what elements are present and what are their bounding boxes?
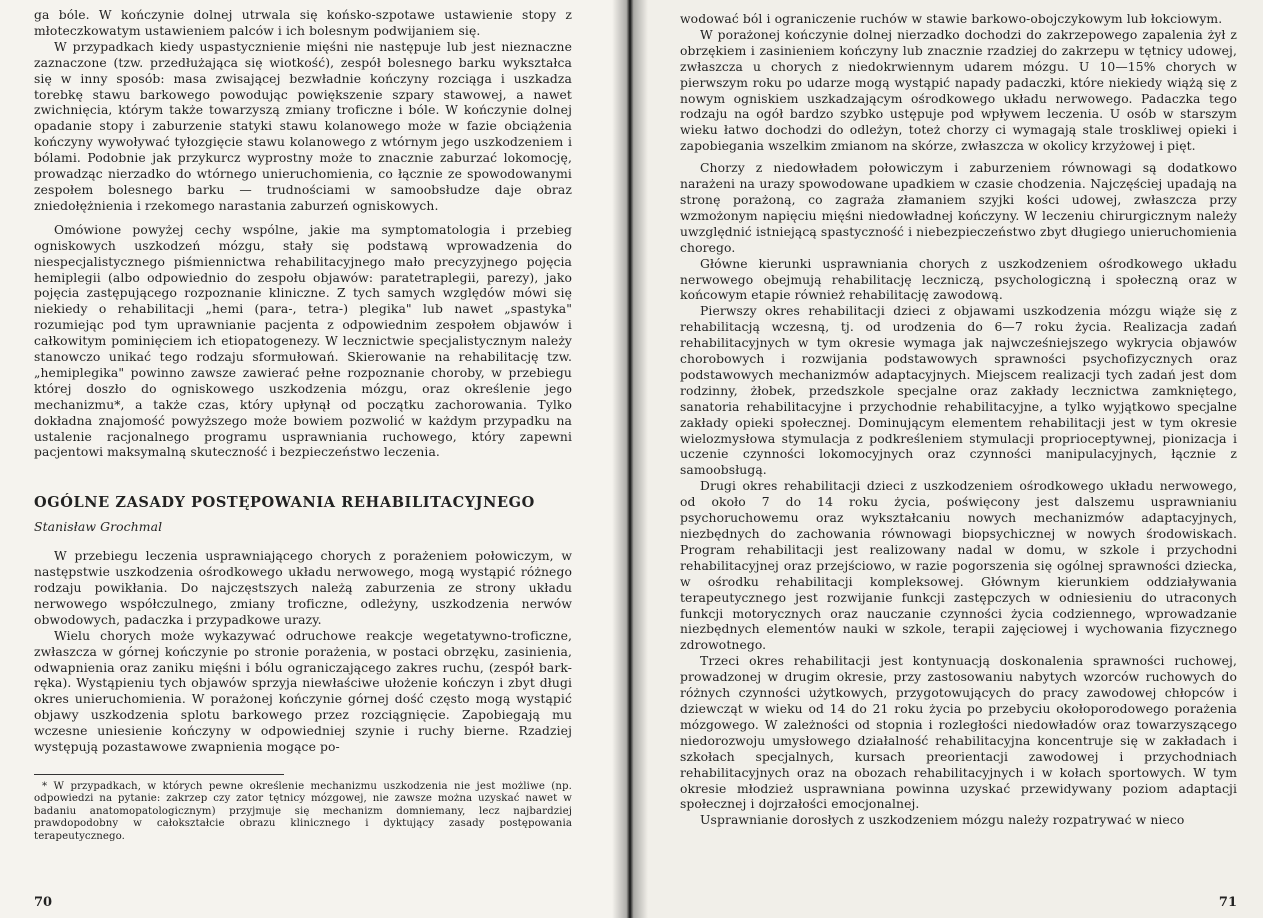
paragraph: Pierwszy okres rehabilitacji dzieci z objawami uszkodzenia mózgu wiąże się z rehabilitacją wczesną, tj. od urodzenia do 6—7 roku życia. Realizacja zadań rehabilitacyjnych w tym okresie wymaga jak najwcześniejszego wykrycia objawów chorobowych i rozwijania podstawowych sprawności psychofizycznych oraz podstawowych mechanizmów adaptacyjnych. Miejscem realizacji tych zadań jest dom rodzinny, żłobek, przedszkole specjalne oraz zakłady lecznictwa zamkniętego, sanatoria rehabilitacyjne i przychodnie rehabilitacyjne, a tylko wyjątkowo specjalne zakłady opieki społecznej. Dominującym elementem rehabilitacji jest w tym okresie wielozmysłowa stymulacja z podkreśleniem stymulacji proprioceptywnej, pionizacja i uczenie czynności lokomocyjnych oraz czynności manipulacyjnych, łącznie z samoobsługą. — [680, 304, 1237, 478]
footnote: * W przypadkach, w których pewne określenie mechanizmu uszkodzenia nie jest możliwe (np. odpowiedzi na pytanie: zakrzep czy zator tętnicy mózgowej, nie zawsze można uzyskać nawet w badaniu anatomopatologicznym) przyjmuje się mechanizm domniemany, lecz najbardziej prawdopodobny w całokształcie obrazu klinicznego i dyktujący zasady postępowania terapeutycznego. — [34, 780, 572, 842]
page-number: 70 — [34, 895, 53, 910]
paragraph: wodować ból i ograniczenie ruchów w stawie barkowo-obojczykowym lub łokciowym. — [680, 12, 1223, 26]
right-page — [628, 0, 1263, 918]
paragraph: Drugi okres rehabilitacji dzieci z uszkodzeniem ośrodkowego układu nerwowego, od około 7 do 14 roku życia, poświęcony jest dalszemu usprawnianiu psychoruchowemu oraz wykształcaniu nowych mechanizmów adaptacyjnych, niezbędnych do zachowania równowagi biopsychicznej w nowych środowiskach. Program rehabilitacji jest realizowany nadal w domu, w szkole i przychodni rehabilitacyjnej oraz przejściowo, w razie pogorszenia się ogólnej sprawności dziecka, w ośrodku rehabilitacji kompleksowej. Głównym kierunkiem oddziaływania terapeutycznego jest rozwijanie funkcji zastępczych w odniesieniu do utraconych funkcji motorycznych oraz nauczanie czynności życia codziennego, wprowadzanie niezbędnych elementów nauki w szkole, terapii zajęciowej i wychowania fizycznego zdrowotnego. — [680, 479, 1237, 653]
section-heading: OGÓLNE ZASADY POSTĘPOWANIA REHABILITACYJNEGO — [34, 494, 535, 512]
paragraph: Chorzy z niedowładem połowiczym i zaburzeniem równowagi są dodatkowo narażeni na urazy spowodowane upadkiem w czasie chodzenia. Najczęściej upadają na stronę porażoną, co zagraża złamaniem szyjki kości udowej, zwłaszcza przy wzmożonym napięciu mięśni niedowładnej kończyny. W leczeniu chirurgicznym należy uwzględnić istniejącą spastyczność i niebezpieczeństwo zbyt długiego unieruchomienia chorego. — [680, 161, 1237, 255]
left-page — [0, 0, 628, 918]
page-number: 71 — [1218, 895, 1237, 910]
paragraph: W przypadkach kiedy uspastycznienie mięśni nie następuje lub jest nieznaczne zaznaczone (tzw. przedłużająca się wiotkość), zespół bolesnego barku wykształca się w inny sposób: masa zwisającej bezwładnie kończyny rozciąga i uszkadza torebkę stawu barkowego powodując powiększenie szpary stawowej, a nawet zwichnięcia, którym także towarzyszą zmiany troficzne i bóle. W kończynie dolnej opadanie stopy i zaburzenie statyki stawu kolanowego może w fazie obciążenia kończyny wywoływać tyłozgięcie stawu kolanowego z wtórnym jego uszkodzeniem i bólami. Podobnie jak przykurcz wyprostny może to znacznie zaburzać lokomocję, prowadząc nierzadko do wtórnego unieruchomienia, co łącznie ze spowodowanymi zespołem bolesnego barku — trudnościami w samoobsłudze daje obraz zniedołężnienia i rzekomego narastania zaburzeń ogniskowych. — [34, 39, 572, 213]
paragraph: Omówione powyżej cechy wspólne, jakie ma symptomatologia i przebieg ogniskowych uszkodzeń mózgu, stały się podstawą wprowadzenia do niespecjalistycznego piśmiennictwa rehabilitacyjnego mało precyzyjnego pojęcia hemiplegii (albo odpowiednio do zespołu objawów: paratetraplegii, parezy), jako pojęcia zastępującego rozpoznanie kliniczne. Z tych samych względów mówi się niekiedy o rehabilitacji „hemi (para-, tetra-) plegika" lub nawet „spastyka" rozumiejąc pod tym uprawnianie pacjenta z odpowiednim zespołem objawów i całkowitym pominięciem ich etiopatogenezy. W lecznictwie specjalistycznym należy stanowczo unikać tego rodzaju sformułowań. Skierowanie na rehabilitację tzw. „hemiplegika" powinno zawsze zawierać pełne rozpoznanie choroby, w przebiegu której doszło do ogniskowego uszkodzenia mózgu, oraz określenie jego mechanizmu*, a także czas, który upłynął od początku zachorowania. Tylko dokładna znajomość powyższego może bowiem pozwolić w każdym przypadku na ustalenie racjonalnego programu usprawniania ruchowego, który zapewni pacjentowi maksymalną skuteczność i bezpieczeństwo leczenia. — [34, 222, 572, 460]
paragraph: Główne kierunki usprawniania chorych z uszkodzeniem ośrodkowego układu nerwowego obejmują rehabilitację leczniczą, psychologiczną i społeczną oraz w końcowym etapie również rehabilitację zawodową. — [680, 256, 1237, 303]
paragraph: Usprawnianie dorosłych z uszkodzeniem mózgu należy rozpatrywać w nieco — [700, 813, 1185, 828]
paragraph: ga bóle. W kończynie dolnej utrwala się końsko-szpotawe ustawienie stopy z młoteczkowatym ustawieniem palców i ich bolesnym podwijaniem się. — [34, 8, 572, 38]
paragraph: W przebiegu leczenia usprawniającego chorych z porażeniem połowiczym, w następstwie uszkodzenia ośrodkowego układu nerwowego, mogą wystąpić różnego rodzaju powikłania. Do najczęstszych należą zaburzenia ze strony układu nerwowego współczulnego, zmiany troficzne, odleżyny, uszkodzenia nerwów obwodowych, padaczka i przypadkowe urazy. — [34, 549, 572, 627]
paragraph: Wielu chorych może wykazywać odruchowe reakcje wegetatywno-troficzne, zwłaszcza w górnej kończynie po stronie porażenia, w postaci obrzęku, zasinienia, odwapnienia oraz zaniku mięśni i bólu ograniczającego zakres ruchu, (zespół bark-ręka). Wystąpieniu tych objawów sprzyja niewłaściwe ułożenie kończyn i zbyt długi okres unieruchomienia. W porażonej kończynie górnej dość często mogą wystąpić objawy uszkodzenia splotu barkowego przez rozciągnięcie. Zapobiegają mu wczesne uniesienie kończyny w odpowiedniej szynie i ruchy bierne. Rzadziej występują pozastawowe zwapnienia mogące po- — [34, 628, 572, 755]
paragraph: Trzeci okres rehabilitacji jest kontynuacją doskonalenia sprawności ruchowej, prowadzonej w drugim okresie, przy zastosowaniu nabytych wzorców ruchowych do różnych czynności użytkowych, przygotowujących do pracy zawodowej chłopców i dziewcząt w wieku od 14 do 21 roku życia po przebyciu okołoporodowego porażenia mózgowego. W zależności od stopnia i rozległości niedowładów oraz towarzyszącego niedorozwoju umysłowego działalność rehabilitacyjna koncentruje się w zakładach i szkołach specjalnych, kursach preorientacji zawodowej i przychodniach rehabilitacyjnych oraz na obozach rehabilitacyjnych i w kołach sportowych. W tym okresie młodzież usprawniana powinna uzyskać przewidywany poziom adaptacji społecznej i dojrzałości emocjonalnej. — [680, 654, 1237, 812]
paragraph: W porażonej kończynie dolnej nierzadko dochodzi do zakrzepowego zapalenia żył z obrzękiem i zasinieniem kończyny lub znacznie rzadziej do zakrzepu w tętnicy udowej, zwłaszcza u chorych z niedokrwiennym udarem mózgu. U 10—15% chorych w pierwszym roku po udarze mogą wystąpić napady padaczki, które niekiedy wiążą się z nowym ogniskiem uszkadzającym ośrodkowego układu nerwowego. Padaczka tego rodzaju na ogół bardzo szybko ustępuje pod wpływem leczenia. U osób w starszym wieku łatwo dochodzi do odleżyn, toteż chorzy ci wymagają stale troskliwej opieki i zapobiegania wszelkim zmianom na skórze, zwłaszcza w okolicy krzyżowej i pięt. — [680, 27, 1237, 154]
footnote-divider — [34, 774, 284, 775]
book-gutter — [612, 0, 648, 918]
author-name: Stanisław Grochmal — [34, 519, 163, 535]
